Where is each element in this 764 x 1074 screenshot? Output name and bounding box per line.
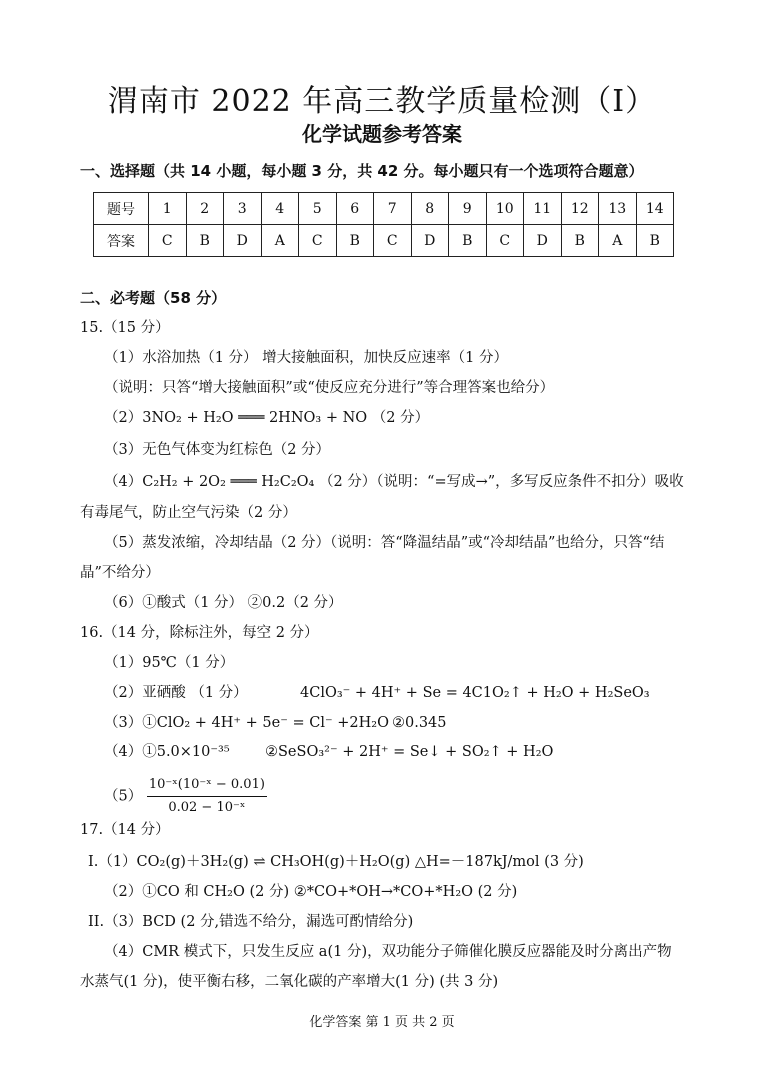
answer-cell: C (486, 225, 524, 257)
q15-line-8: 晶”不给分） (80, 565, 160, 581)
page-title: 渭南市 2022 年高三教学质量检测（Ⅰ） (107, 84, 657, 119)
answer-cell: B (336, 225, 374, 257)
table-row-answers (94, 225, 674, 257)
answer-cell: B (561, 225, 599, 257)
answer-cell: C (299, 225, 337, 257)
answer-cell: D (524, 225, 562, 257)
q15-line-7: （5）蒸发浓缩，冷却结晶（2 分）（说明：答“降温结晶”或“冷却结晶”也给分，只答“结 (104, 535, 665, 551)
section1-heading: 一、选择题（共 14 小题，每小题 3 分，共 42 分。每小题只有一个选项符合题意） (80, 162, 644, 180)
table-label-answer: 答案 (94, 225, 149, 257)
q17-line-3: II.（3）BCD (2 分,错选不给分，漏选可酌情给分) (88, 914, 414, 930)
question-number-cell: 6 (336, 193, 374, 225)
question-number-cell: 10 (486, 193, 524, 225)
q17-heading: 17.（14 分） (80, 822, 170, 838)
q16-line-3b: ②0.345 (392, 715, 447, 731)
answer-cell: B (186, 225, 224, 257)
question-number-cell: 5 (299, 193, 337, 225)
q16-line-5-prefix: （5） (104, 788, 143, 805)
answer-cell: C (149, 225, 187, 257)
question-number-cell: 3 (224, 193, 262, 225)
table-row-numbers (94, 193, 674, 225)
answer-cell: D (224, 225, 262, 257)
section2-heading: 二、必考题（58 分） (80, 289, 227, 307)
q15-line-5: （4）C₂H₂ + 2O₂ ═══ H₂C₂O₄ （2 分）（说明：“=写成→”，多写反应条件不扣分）吸收 (104, 474, 684, 490)
q15-line-1: （1）水浴加热（1 分） 增大接触面积，加快反应速率（1 分） (104, 350, 509, 366)
page-footer: 化学答案 第 1 页 共 2 页 (309, 1015, 455, 1030)
question-number-cell: 13 (599, 193, 637, 225)
question-number-cell: 9 (449, 193, 487, 225)
q17-line-2: （2）①CO 和 CH₂O (2 分) ②*CO+*OH→*CO+*H₂O (2 分) (104, 884, 518, 900)
fraction-denominator: 0.02 − 10⁻ˣ (168, 800, 246, 815)
q16-line-4b: ②SeSO₃²⁻ + 2H⁺ = Se↓ + SO₂↑ + H₂O (265, 744, 554, 760)
q16-line-4a: （4）①5.0×10⁻³⁵ (104, 744, 230, 760)
answer-cell: D (411, 225, 449, 257)
q16-line-1: （1）95℃（1 分） (104, 655, 235, 671)
fraction-expression (147, 775, 267, 818)
question-number-cell: 14 (636, 193, 674, 225)
question-number-cell: 2 (186, 193, 224, 225)
q16-line-5 (104, 775, 267, 818)
answer-cell: C (374, 225, 412, 257)
q15-line-9: （6）①酸式（1 分） ②0.2（2 分） (104, 595, 343, 611)
q17-line-5: 水蒸气(1 分)，使平衡右移，二氧化碳的产率增大(1 分) (共 3 分) (80, 974, 499, 990)
answer-cell: B (449, 225, 487, 257)
question-number-cell: 11 (524, 193, 562, 225)
q15-line-6: 有毒尾气，防止空气污染（2 分） (80, 505, 297, 521)
question-number-cell: 4 (261, 193, 299, 225)
question-number-cell: 1 (149, 193, 187, 225)
table-label-question: 题号 (94, 193, 149, 225)
question-number-cell: 8 (411, 193, 449, 225)
q16-heading: 16.（14 分，除标注外，每空 2 分） (80, 625, 319, 641)
answer-table (93, 192, 674, 257)
q17-line-4: （4）CMR 模式下，只发生反应 a(1 分)，双功能分子筛催化膜反应器能及时分离出产物 (104, 944, 672, 960)
q17-line-1: I.（1）CO₂(g)＋3H₂(g) ⇌ CH₃OH(g)＋H₂O(g) △H=－187kJ/mol (3 分) (88, 854, 584, 870)
answer-cell: A (261, 225, 299, 257)
q15-line-3: （2）3NO₂ + H₂O ═══ 2HNO₃ + NO （2 分） (104, 410, 430, 426)
q15-heading: 15.（15 分） (80, 320, 170, 336)
answer-cell: B (636, 225, 674, 257)
q16-line-3a: （3）①ClO₂ + 4H⁺ + 5e⁻ = Cl⁻ +2H₂O (104, 715, 389, 731)
question-number-cell: 7 (374, 193, 412, 225)
answer-cell: A (599, 225, 637, 257)
q16-line-2b: 4ClO₃⁻ + 4H⁺ + Se = 4C1O₂↑ + H₂O + H₂SeO₃ (300, 685, 650, 701)
q16-line-2a: （2）亚硒酸 （1 分） (104, 685, 248, 701)
q15-line-4: （3）无色气体变为红棕色（2 分） (104, 442, 331, 458)
q15-line-2: （说明：只答“增大接触面积”或“使反应充分进行”等合理答案也给分） (104, 380, 555, 396)
page-subtitle: 化学试题参考答案 (302, 122, 462, 146)
question-number-cell: 12 (561, 193, 599, 225)
fraction-numerator: 10⁻ˣ(10⁻ˣ − 0.01) (147, 775, 267, 797)
